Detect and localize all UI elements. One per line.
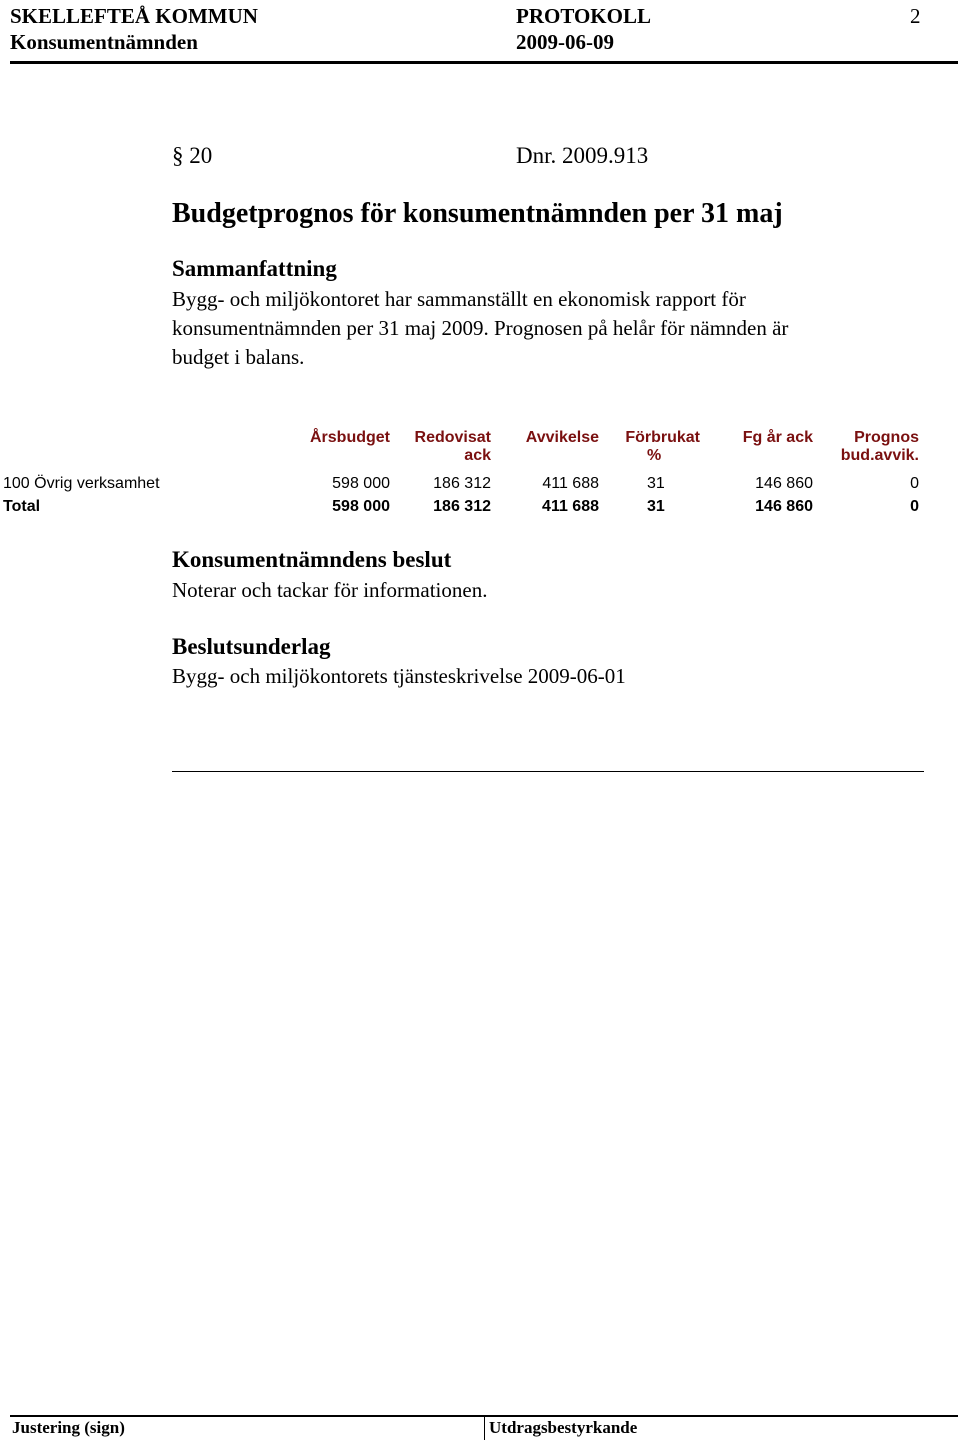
footer-certification-label: Utdragsbestyrkande [489, 1418, 638, 1437]
doc-type: PROTOKOLL [516, 4, 651, 28]
footer-signature-label: Justering (sign) [12, 1418, 125, 1437]
diary-number: Dnr. 2009.913 [516, 143, 649, 168]
decision-text: Noterar och tackar för informationen. [172, 578, 488, 602]
cell-avvikelse: 411 688 [542, 475, 599, 492]
summary-line: Bygg- och miljökontoret har sammanställt en ekonomisk rapport för [172, 287, 746, 311]
footer-divider [484, 1415, 485, 1440]
row-label: 100 Övrig verksamhet [3, 475, 160, 492]
cell-prognos: 0 [910, 498, 919, 515]
cell-fg-ar-ack: 146 860 [755, 498, 813, 515]
col-header-redovisat: Redovisat ack [414, 429, 491, 464]
basis-heading: Beslutsunderlag [172, 634, 331, 659]
col-header-arsbudget: Årsbudget [310, 429, 390, 446]
cell-forbrukat: 31 [647, 475, 665, 492]
col-header-forbrukat: Förbrukat % [625, 429, 700, 464]
meeting-date: 2009-06-09 [516, 30, 614, 54]
page-number: 2 [910, 4, 921, 28]
section-divider [172, 771, 924, 772]
page-title: Budgetprognos för konsumentnämnden per 31 maj [172, 198, 783, 229]
header-rule [10, 61, 958, 64]
cell-arsbudget: 598 000 [332, 475, 390, 492]
org-name: SKELLEFTEÅ KOMMUN [10, 4, 258, 28]
col-header-fg-ar-ack: Fg år ack [742, 429, 813, 446]
col-header-avvikelse: Avvikelse [525, 429, 599, 446]
cell-avvikelse: 411 688 [542, 498, 599, 515]
summary-line: budget i balans. [172, 345, 305, 369]
decision-heading: Konsumentnämndens beslut [172, 547, 452, 572]
cell-arsbudget: 598 000 [332, 498, 390, 515]
paragraph-number: 20 [189, 143, 213, 168]
cell-fg-ar-ack: 146 860 [755, 475, 813, 492]
basis-text: Bygg- och miljökontorets tjänsteskrivelse 2009-06-01 [172, 664, 626, 688]
summary-line: konsumentnämnden per 31 maj 2009. Prognosen på helår för nämnden är [172, 316, 789, 340]
row-label: Total [3, 498, 41, 515]
section-sign: § [172, 143, 184, 168]
col-header-prognos: Prognos bud.avvik. [840, 429, 919, 464]
cell-redovisat: 186 312 [433, 498, 491, 515]
committee-name: Konsumentnämnden [10, 30, 198, 54]
cell-prognos: 0 [910, 475, 919, 492]
cell-forbrukat: 31 [647, 498, 665, 515]
cell-redovisat: 186 312 [433, 475, 491, 492]
summary-heading: Sammanfattning [172, 256, 337, 281]
paragraph-marker [172, 143, 212, 169]
summary-text [172, 285, 788, 372]
